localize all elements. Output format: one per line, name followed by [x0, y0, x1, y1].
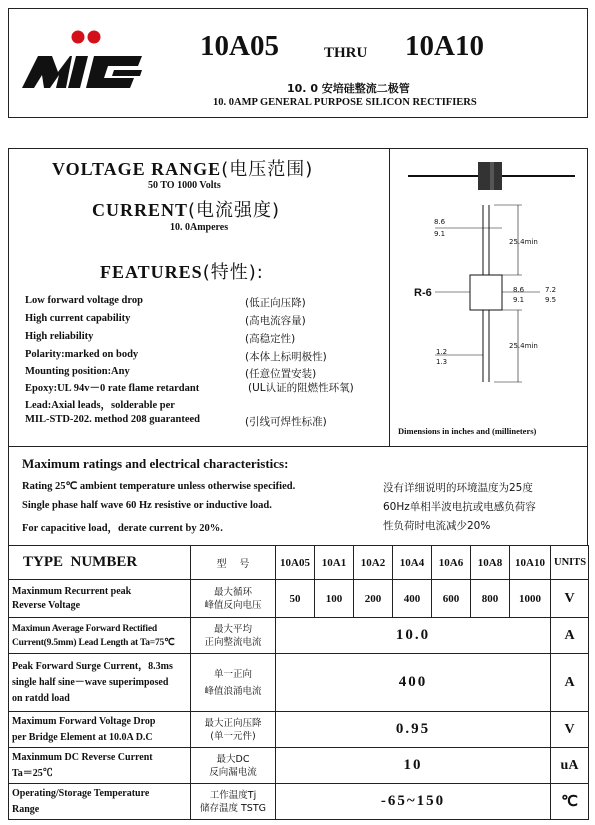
feature-cn-1: (高电流容量) [245, 315, 306, 327]
feature-cn-3: (本体上标明极性) [245, 351, 327, 363]
row-unit: V [551, 580, 589, 618]
row-value: 0.95 [276, 712, 551, 748]
voltage-value: 50 TO 1000 Volts [148, 180, 221, 191]
row-label: Maximum Forward Voltage Drop per Bridge Element at 10.0A D.C [9, 712, 191, 748]
row-value: 600 [432, 580, 471, 618]
type-number-header: TYPE NUMBER [9, 546, 191, 580]
max-ratings-line1: Rating 25℃ ambient temperature unless otherwise specified. [22, 481, 296, 492]
row-label-cn: 工作温度Tj 储存温度 TSTG [191, 784, 276, 820]
dim-wire-b: 1.3 [436, 358, 448, 366]
model-10a10: 10A10 [510, 546, 551, 580]
type-cn-header: 型 号 [191, 546, 276, 580]
row-value: 50 [276, 580, 315, 618]
feature-cn-5: (UL认证的阻燃性环氧) [248, 382, 354, 394]
thru-label: THRU [324, 45, 368, 61]
max-ratings-cn1: 没有详细说明的环境温度为25度 [383, 482, 533, 494]
row-label-cn: 最大正向压降 (单一元件) [191, 712, 276, 748]
model-10a2: 10A2 [354, 546, 393, 580]
units-header: UNITS [551, 546, 589, 580]
row-value: 200 [354, 580, 393, 618]
table-row [9, 784, 589, 820]
feature-en-2: High reliability [25, 331, 94, 342]
current-rating [92, 196, 280, 222]
row-unit: ℃ [551, 784, 589, 820]
subtitle-en: 10. 0AMP GENERAL PURPOSE SILICON RECTIFIERS [213, 97, 477, 108]
feature-en-6: Lead:Axial leads，solderable per [25, 400, 175, 411]
feature-en-3: Polarity:marked on body [25, 349, 139, 360]
row-value: 400 [393, 580, 432, 618]
model-10a05: 10A05 [276, 546, 315, 580]
row-label: Maxinmum DC Reverse Current Ta＝25℃ [9, 748, 191, 784]
row-label-cn: 最大平均 正向整流电流 [191, 618, 276, 654]
model-10a1: 10A1 [315, 546, 354, 580]
features-title [100, 258, 264, 284]
spec-table [8, 545, 589, 820]
table-row [9, 654, 589, 712]
row-value: 10 [276, 748, 551, 784]
feature-cn-7: (引线可焊性标准) [245, 416, 327, 428]
model-10a8: 10A8 [471, 546, 510, 580]
dim-body-len-b: 9.5 [545, 296, 557, 304]
voltage-cn: (电压范围) [221, 159, 314, 180]
divider-horizontal [8, 446, 588, 447]
features-label: FEATURES [100, 262, 203, 282]
voltage-range [52, 155, 313, 181]
max-ratings-title: Maximum ratings and electrical characteristics: [22, 456, 289, 471]
diagram-caption: Dimensions in inches and (millineters) [398, 426, 537, 436]
table-row [9, 712, 589, 748]
feature-en-7: MIL-STD-202. method 208 guaranteed [25, 414, 200, 425]
dim-lead-top: 25.4min [509, 238, 538, 246]
max-ratings-line3: For capacitive load，derate current by 20%. [22, 523, 223, 534]
row-label: Maxinmum Recurrent peak Reverse Voltage [9, 580, 191, 618]
row-value: 1000 [510, 580, 551, 618]
row-label: Operating/Storage Temperature Range [9, 784, 191, 820]
row-unit: A [551, 618, 589, 654]
row-label: Peak Forward Surge Current，8.3ms single half sine－wave superimposed on ratdd load [9, 654, 191, 712]
part-to: 10A10 [405, 30, 484, 62]
row-label-cn: 单一正向 峰值浪涌电流 [191, 654, 276, 712]
part-from: 10A05 [200, 30, 279, 62]
dim-top-b: 9.1 [434, 230, 446, 238]
feature-en-4: Mounting position:Any [25, 366, 130, 377]
model-10a6: 10A6 [432, 546, 471, 580]
feature-en-0: Low forward voltage drop [25, 295, 143, 306]
model-10a4: 10A4 [393, 546, 432, 580]
max-ratings-line2: Single phase half wave 60 Hz resistive or inductive load. [22, 500, 272, 511]
dim-body-a: 8.6 [513, 286, 525, 294]
row-value: 10.0 [276, 618, 551, 654]
current-label: CURRENT [92, 200, 189, 220]
current-value: 10. 0Amperes [170, 222, 229, 233]
row-unit: uA [551, 748, 589, 784]
dim-wire-a: 1.2 [436, 348, 448, 356]
table-row [9, 618, 589, 654]
row-label: Maximun Average Forward Rectified Current(9.5mm) Lead Length at Ta=75℃ [9, 618, 191, 654]
max-ratings-cn2: 60Hz单相半波电抗或电感负荷容 [383, 501, 536, 513]
table-header-row [9, 546, 589, 580]
row-label-cn: 最大DC 反向漏电流 [191, 748, 276, 784]
max-ratings-cn3: 性负荷时电流减少20% [383, 520, 491, 532]
row-value: 800 [471, 580, 510, 618]
package-label: R-6 [414, 287, 432, 299]
features-cn: (特性): [202, 262, 264, 283]
row-value: 100 [315, 580, 354, 618]
feature-cn-2: (高稳定性) [245, 333, 296, 345]
table-row [9, 580, 589, 618]
row-unit: V [551, 712, 589, 748]
feature-cn-0: (低正向压降) [245, 297, 306, 309]
current-cn: (电流强度) [188, 200, 281, 221]
voltage-label: VOLTAGE RANGE [52, 159, 222, 179]
table-row [9, 748, 589, 784]
dim-body-b: 9.1 [513, 296, 525, 304]
mic-logo [16, 20, 156, 94]
dim-body-len-a: 7.2 [545, 286, 557, 294]
feature-en-1: High current capability [25, 313, 131, 324]
row-unit: A [551, 654, 589, 712]
feature-cn-4: (任意位置安装) [245, 368, 317, 380]
feature-en-5: Epoxy:UL 94v－0 rate flame retardant [25, 383, 200, 394]
row-value: -65~150 [276, 784, 551, 820]
dim-top-a: 8.6 [434, 218, 446, 226]
subtitle-cn: 10. 0 安培硅整流二极管 [287, 82, 410, 95]
row-value: 400 [276, 654, 551, 712]
dim-lead-bottom: 25.4min [509, 342, 538, 350]
row-label-cn: 最大循环 峰值反向电压 [191, 580, 276, 618]
